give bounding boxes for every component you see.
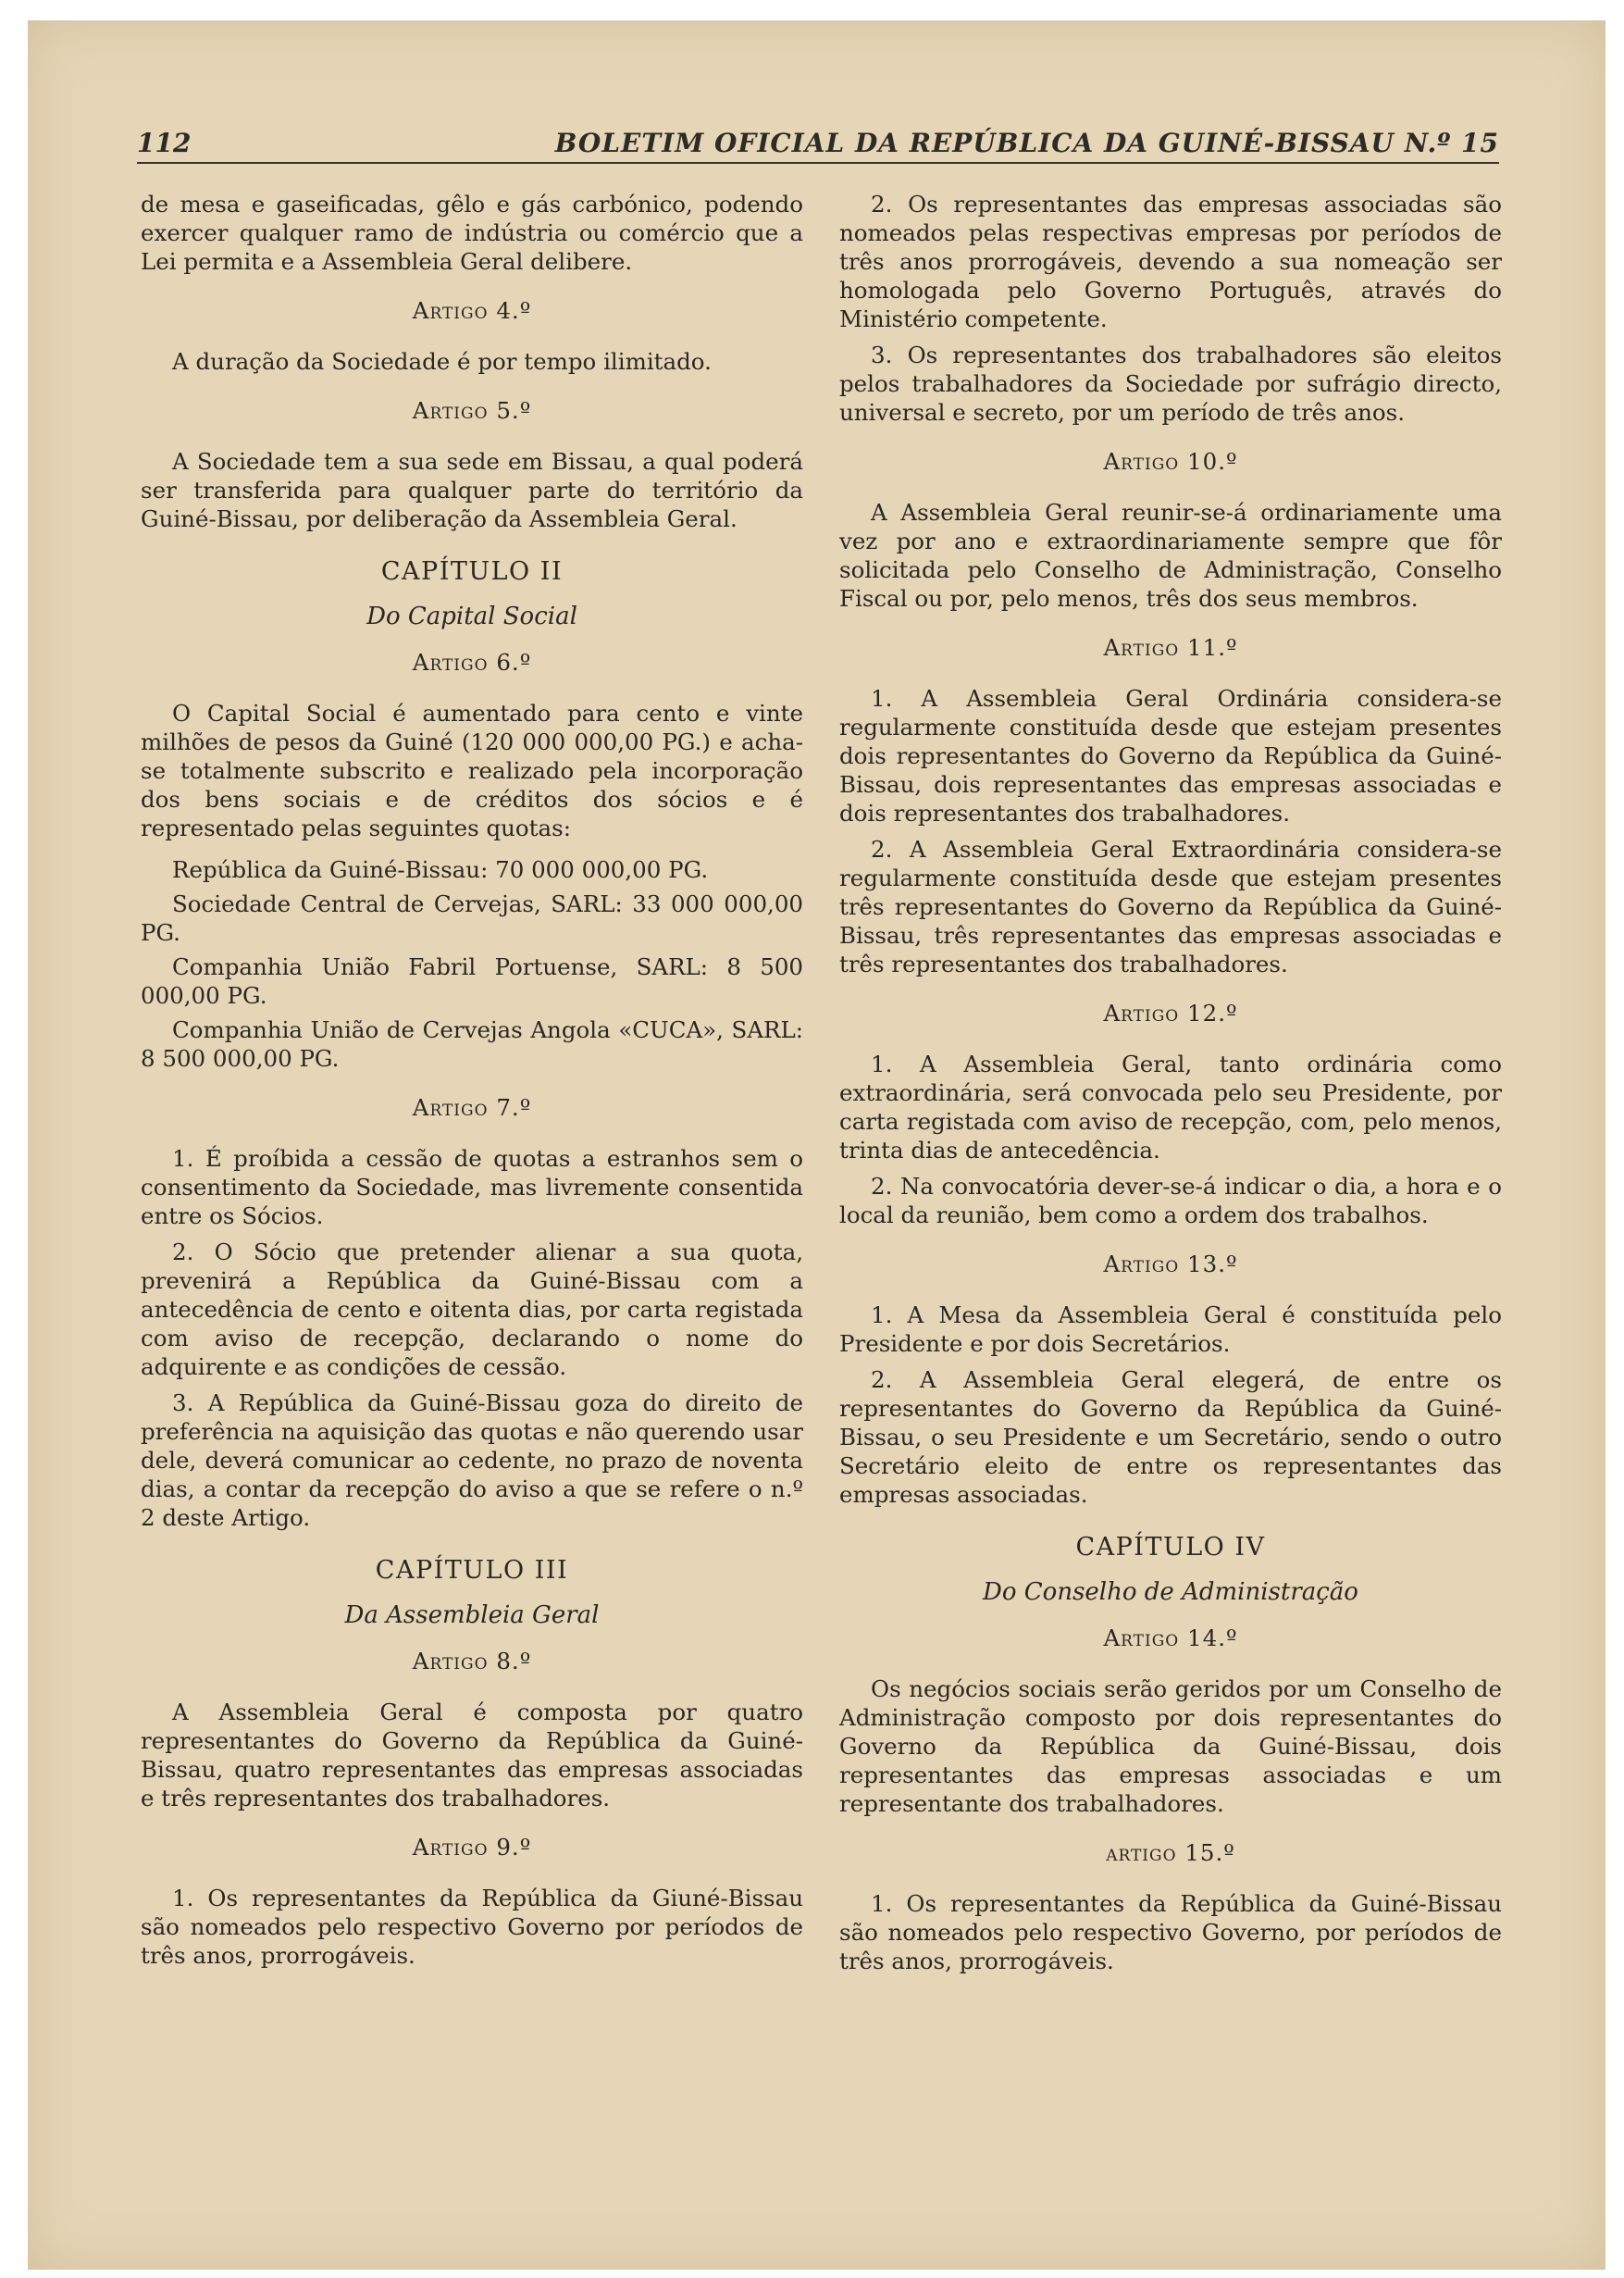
chapter-subtitle: Da Assembleia Geral [344,1601,600,1629]
quota-line: Companhia União de Cervejas Angola «CUCA», SARL: 8 500 000,00 PG. [141,1016,803,1072]
paragraph: 1. Os representantes da República da Giuné-Bissau são nomeados pelo respectivo Governo por períodos de três anos, prorrogáveis. [141,1885,803,1969]
paragraph: Os negócios sociais serão geridos por um Conselho de Administração composto por dois representantes do Governo da República da Guiné-Bissau, dois representantes das empresas associadas e um representante dos trabalhadores. [839,1675,1502,1817]
article-heading: Artigo 4.º [412,297,532,324]
paragraph: O Capital Social é aumentado para cento e vinte milhões de pesos da Guiné (120 000 000,00 PG.) e acha-se totalmente subscrito e realizado pela incorporação dos bens sociais e de créditos dos sócios e é representado pelas seguintes quotas: [141,700,803,841]
paragraph: 2. Na convocatória dever-se-á indicar o dia, a hora e o local da reunião, bem como a ordem dos trabalhos. [839,1173,1502,1228]
article-heading: Artigo 10.º [1103,448,1238,475]
paragraph: 2. O Sócio que pretender alienar a sua quota, prevenirá a República da Guiné-Bissau com a antecedência de cento e oitenta dias, por carta registada com aviso de recepção, declarando o nome do adquirente e as condições de cessão. [141,1239,803,1380]
quota-line: Sociedade Central de Cervejas, SARL: 33 000 000,00 PG. [141,890,803,946]
paragraph: 1. A Assembleia Geral, tanto ordinária como extraordinária, será convocada pelo seu Presidente, por carta registada com aviso de recepção, com, pelo menos, trinta dias de antecedência. [839,1051,1502,1164]
paragraph: 3. Os representantes dos trabalhadores são eleitos pelos trabalhadores da Sociedade por sufrágio directo, universal e secreto, por um período de três anos. [839,342,1502,426]
paragraph: 1. É proíbida a cessão de quotas a estranhos sem o consentimento da Sociedade, mas livremente consentida entre os Sócios. [141,1145,803,1229]
article-heading: Artigo 12.º [1103,1000,1238,1027]
paragraph: 2. Os representantes das empresas associadas são nomeados pelas respectivas empresas por períodos de três anos prorrogáveis, devendo a sua nomeação ser homologada pelo Governo Português, através do Ministério competente. [839,191,1502,332]
left-column [141,190,803,1977]
article-heading: Artigo 8.º [412,1648,532,1674]
paragraph: 1. Os representantes da República da Guiné-Bissau são nomeados pelo respectivo Governo, por períodos de três anos, prorrogáveis. [839,1890,1502,1974]
paragraph: 2. A Assembleia Geral elegerá, de entre os representantes do Governo da República da Guiné-Bissau, o seu Presidente e um Secretário, sendo o outro Secretário eleito de entre os representantes das empresas associadas. [839,1366,1502,1508]
page-number: 112 [137,128,192,158]
article-heading: Artigo 13.º [1103,1251,1238,1277]
chapter-title: CAPÍTULO II [380,557,564,586]
paragraph: A Assembleia Geral reunir-se-á ordinariamente uma vez por ano e extraordinariamente sempre que fôr solicitada pelo Conselho de Administração, Conselho Fiscal ou por, pelo menos, três dos seus membros. [839,499,1502,612]
quota-line: Companhia União Fabril Portuense, SARL: 8 500 000,00 PG. [141,953,803,1009]
article-heading: Artigo 7.º [412,1094,532,1121]
paragraph: 3. A República da Guiné-Bissau goza do direito de preferência na aquisição das quotas e não querendo usar dele, deverá comunicar ao cedente, no prazo de noventa dias, a contar da recepção do aviso a que se refere o n.º 2 deste Artigo. [141,1389,803,1531]
paragraph: 1. A Mesa da Assembleia Geral é constituída pelo Presidente e por dois Secretários. [839,1301,1502,1357]
chapter-title: CAPÍTULO III [375,1556,569,1585]
chapter-subtitle: Do Conselho de Administração [983,1578,1358,1606]
page-header [137,116,1499,164]
article-heading: Artigo 14.º [1103,1624,1238,1651]
paragraph: A duração da Sociedade é por tempo ilimitado. [172,348,712,375]
article-heading: Artigo 5.º [412,397,532,424]
article-heading: Artigo 6.º [412,649,532,676]
paragraph: 2. A Assembleia Geral Extraordinária considera-se regularmente constituída desde que estejam presentes três representantes do Governo da República da Guiné-Bissau, três representantes das empresas associadas e três representantes dos trabalhadores. [839,836,1502,977]
publication-title: BOLETIM OFICIAL DA REPÚBLICA DA GUINÉ-BISSAU N.º 15 [554,128,1499,158]
paragraph: de mesa e gaseificadas, gêlo e gás carbónico, podendo exercer qualquer ramo de indústria ou comércio que a Lei permita e a Assembleia Geral delibere. [141,191,803,275]
article-heading: Artigo 9.º [412,1834,532,1861]
paragraph: A Sociedade tem a sua sede em Bissau, a qual poderá ser transferida para qualquer parte do território da Guiné-Bissau, por deliberação da Assembleia Geral. [141,448,803,532]
quota-line: República da Guiné-Bissau: 70 000 000,00 PG. [172,856,709,883]
chapter-title: CAPÍTULO IV [1075,1533,1266,1562]
article-heading: artigo 15.º [1106,1839,1235,1866]
right-column [839,190,1502,1983]
paragraph: 1. A Assembleia Geral Ordinária considera-se regularmente constituída desde que estejam presentes dois representantes do Governo da República da Guiné-Bissau, dois representantes das empresas associadas e dois representantes dos trabalhadores. [839,685,1502,827]
chapter-subtitle: Do Capital Social [366,603,577,630]
paragraph: A Assembleia Geral é composta por quatro representantes do Governo da República da Guiné-Bissau, quatro representantes das empresas associadas e três representantes dos trabalhadores. [141,1699,803,1811]
article-heading: Artigo 11.º [1103,634,1238,661]
